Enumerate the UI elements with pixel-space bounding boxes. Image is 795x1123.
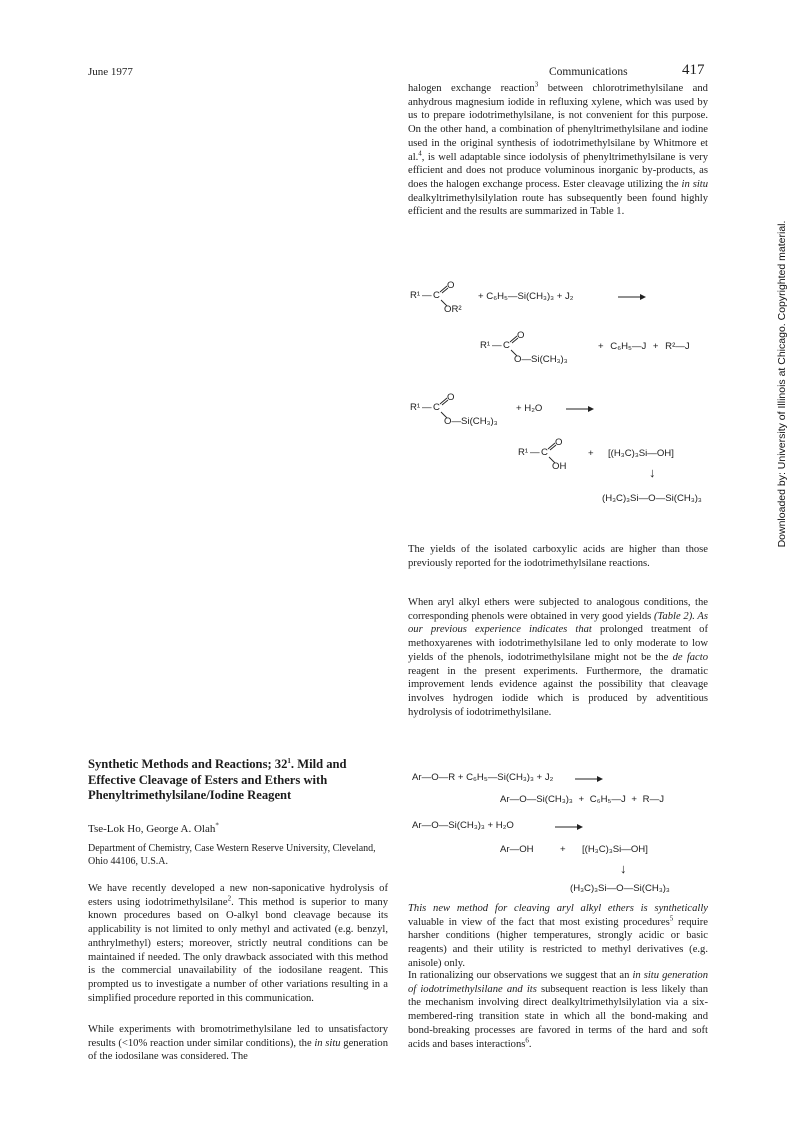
silanol: [(H₃C)₃Si—OH]: [608, 448, 674, 459]
down-arrow: ↓: [649, 465, 656, 480]
siloxane: (H₃C)₃Si—O—Si(CH₃)₃: [602, 493, 702, 504]
affiliation: Department of Chemistry, Case Western Reserve University, Cleveland, Ohio 44106, U.S.A.: [88, 843, 376, 867]
reagents-text: + C₆H₅—Si(CH₃)₃ + J₂: [478, 291, 574, 302]
bond-dash: —: [492, 340, 502, 351]
reaction-arrow: [575, 774, 603, 784]
reactant-r1: R¹: [410, 290, 421, 301]
hydrolysis-osi: O—Si(CH₃)₃: [444, 416, 498, 427]
scheme-ester-cleavage: [400, 280, 730, 525]
article-title: Synthetic Methods and Reactions; $32^1$. Mild and Effective Cleavage of Esters and Ethers with Phenyltrimethylsilane/Iodine Reagent: [88, 756, 347, 802]
silanol: [(H₃C)₃Si—OH]: [582, 844, 648, 855]
reaction-arrow: [566, 404, 594, 414]
bond-dash: —: [422, 402, 432, 413]
reactant-oxygen: O: [447, 280, 455, 291]
acid-r1: R¹: [518, 447, 529, 458]
acid-oh: OH: [552, 461, 567, 472]
bond-dash: —: [422, 290, 432, 301]
product-byproducts: + C₆H₅—J + R²—J: [598, 341, 690, 352]
hydrolysis-oxygen: O: [447, 392, 455, 403]
reaction-arrow: [618, 292, 646, 302]
ether-products: Ar—O—Si(CH₃)₃ + C₆H₅—J + R—J: [500, 794, 665, 805]
water-reagent: + H₂O: [516, 403, 543, 414]
scheme-ether-cleavage: [400, 772, 730, 864]
header-page-number: 417: [682, 62, 705, 78]
left-paragraph-1: We have recently developed a new non-saponicative hydrolysis of esters using iodotrimethylsilane$^2$. This method is superior to many known procedures based on O-alkyl bond cleavage because its applicability is not limited to only methyl and activated (e.g. benzyl, anthrylmethyl) esters; moreover, strictly neutral conditions can be maintained if needed. The only drawback associated with this method is the commercial unavailability of the iodosilane reagent. This prompted us to investigate a number of other variations resulting in a simplified procedure reported in this communication.: [88, 883, 388, 1004]
intro-paragraph: halogen exchange reaction$^3$ between chlorotrimethylsilane and anhydrous magnesium iodide in refluxing xylene, which was used by us to prepare iodotrimethylsilane, is not convenient for this purpose. On the other hand, a combination of phenyltrimethylsilane and iodine used in the original synthesis of iodotrimethylsilane by Whitmore et al.$^4$, is well adaptable since iodolysis of phenyltrimethylsilane is very efficient and does not produce voluminous inorganic by-products, as does the halogen exchange process. Ester cleavage utilizing the in situ dealkyltrimethylsilylation route has subsequently been found highly efficient and the results are summarized in Table 1.: [408, 80, 708, 218]
product-carbon: C: [503, 340, 510, 351]
hydrolysis-r1: R¹: [410, 402, 421, 413]
utility-paragraph: This new method for cleaving aryl alkyl ethers is synthetically valuable in view of the fact that most existing procedures$^5$ require harsher conditions (higher temperatures, strongly acidic or basic reagents) and their utility is restricted to methyl derivatives (e.g. anisole) only.: [408, 903, 708, 969]
ether-paragraph: When aryl alkyl ethers were subjected to analogous conditions, the corresponding phenols were obtained in very good yields (Table 2). As our previous experience indicates that prolonged treatment of methoxyarenes with iodotrimethylsilane led to only moderate to low yields of the phenols, iodotrimethylsilane might not be the de facto reagent in the present experiments. Furthermore, the dramatic improvement lends evidence against the possibility that cleavage involves hydrogen iodide which is produced by adventitious hydrolysis of iodotrimethylsilane.: [408, 597, 708, 718]
silyl-ether-hydrolysis: Ar—O—Si(CH₃)₃ + H₂O: [412, 820, 514, 831]
acid-oxygen: O: [555, 437, 563, 448]
ether-reactants: Ar—O—R + C₆H₅—Si(CH₃)₃ + J₂: [412, 772, 554, 783]
acid-plus: +: [588, 448, 594, 459]
left-paragraph-2: While experiments with bromotrimethylsilane led to unsatisfactory results (<10% reaction under similar conditions), the in situ generation of the iodosilane was considered. The: [88, 1024, 388, 1063]
reactant-or2: OR²: [444, 304, 462, 315]
phenol-product: Ar—OH: [500, 844, 534, 855]
yields-paragraph: The yields of the isolated carboxylic acids are higher than those previously reported for the iodotrimethylsilane reactions.: [408, 544, 708, 569]
bond-dash: —: [530, 447, 540, 458]
header-section: Communications: [549, 66, 628, 78]
siloxane: (H₃C)₃Si—O—Si(CH₃)₃: [570, 883, 670, 894]
hydrolysis-carbon: C: [433, 402, 440, 413]
authors: Tse-Lok Ho, George A. Olah*: [88, 821, 219, 835]
product-oxygen: O: [517, 330, 525, 341]
reactant-carbon: C: [433, 290, 440, 301]
mechanism-paragraph: In rationalizing our observations we suggest that an in situ generation of iodotrimethylsilane and its subsequent reaction is less likely than the mechanism involving direct dealkyltrimethylsilylation via a six-membered-ring transition state in which all the bond-making and bond-breaking processes are favored in terms of the hard and soft acids and bases interactions$^6$.: [408, 970, 708, 1050]
product-osi: O—Si(CH₃)₃: [514, 354, 568, 365]
header-date: June 1977: [88, 66, 133, 78]
phenol-plus: +: [560, 844, 566, 855]
product-r1: R¹: [480, 340, 491, 351]
reaction-arrow: [555, 822, 583, 832]
acid-carbon: C: [541, 447, 548, 458]
down-arrow: ↓: [620, 861, 627, 876]
